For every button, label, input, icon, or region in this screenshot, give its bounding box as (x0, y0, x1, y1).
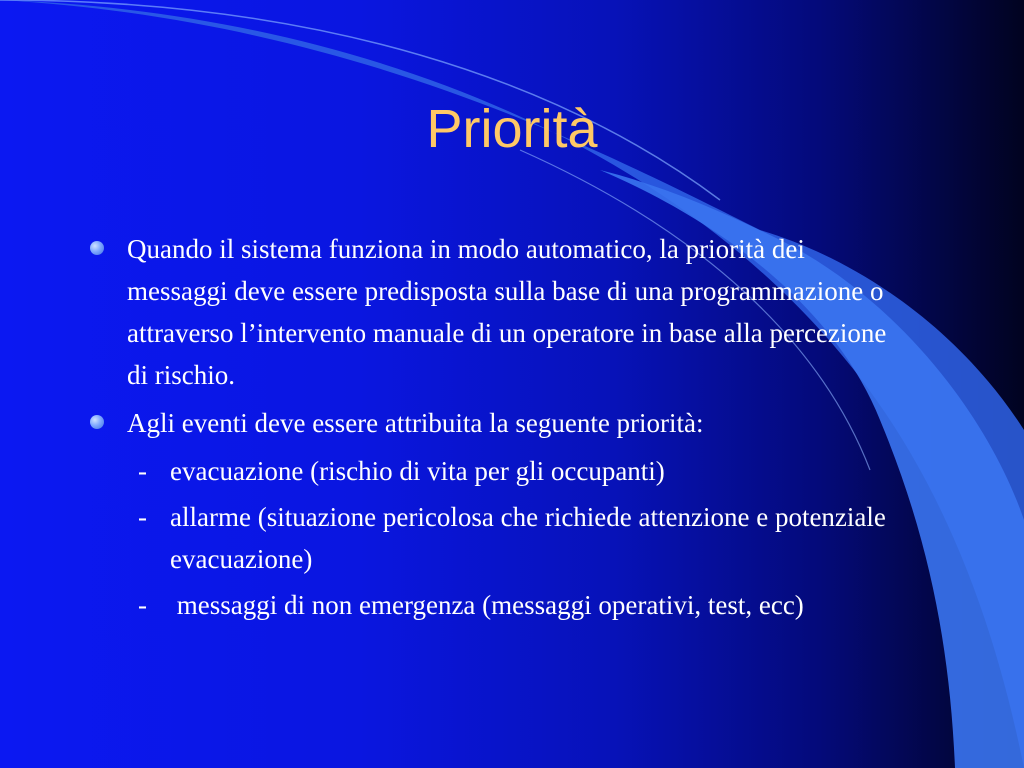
dash-marker: - (138, 590, 147, 620)
bullet-item (90, 402, 910, 444)
sub-item (90, 450, 910, 492)
bullet-text: Quando il sistema funziona in modo automatico, la priorità dei messaggi deve essere predisposta sulla base di una programmazione o attraverso l’intervento manuale di un operatore in base alla percezione di rischio. (127, 234, 887, 390)
sub-item (90, 584, 910, 626)
sub-item-text: evacuazione (rischio di vita per gli occupanti) (170, 456, 665, 486)
sub-item (90, 496, 910, 580)
dash-marker: - (138, 456, 147, 486)
sub-item-text: messaggi di non emergenza (messaggi operativi, test, ecc) (170, 590, 804, 620)
bullet-dot-icon (90, 415, 104, 429)
bullet-dot-icon (90, 241, 104, 255)
slide-body (90, 228, 910, 630)
sub-item-text: allarme (situazione pericolosa che richiede attenzione e potenziale evacuazione) (170, 502, 886, 574)
dash-marker: - (138, 502, 147, 532)
bullet-text: Agli eventi deve essere attribuita la seguente priorità: (127, 408, 704, 438)
bullet-item (90, 228, 910, 396)
slide-title: Priorità (426, 99, 598, 159)
